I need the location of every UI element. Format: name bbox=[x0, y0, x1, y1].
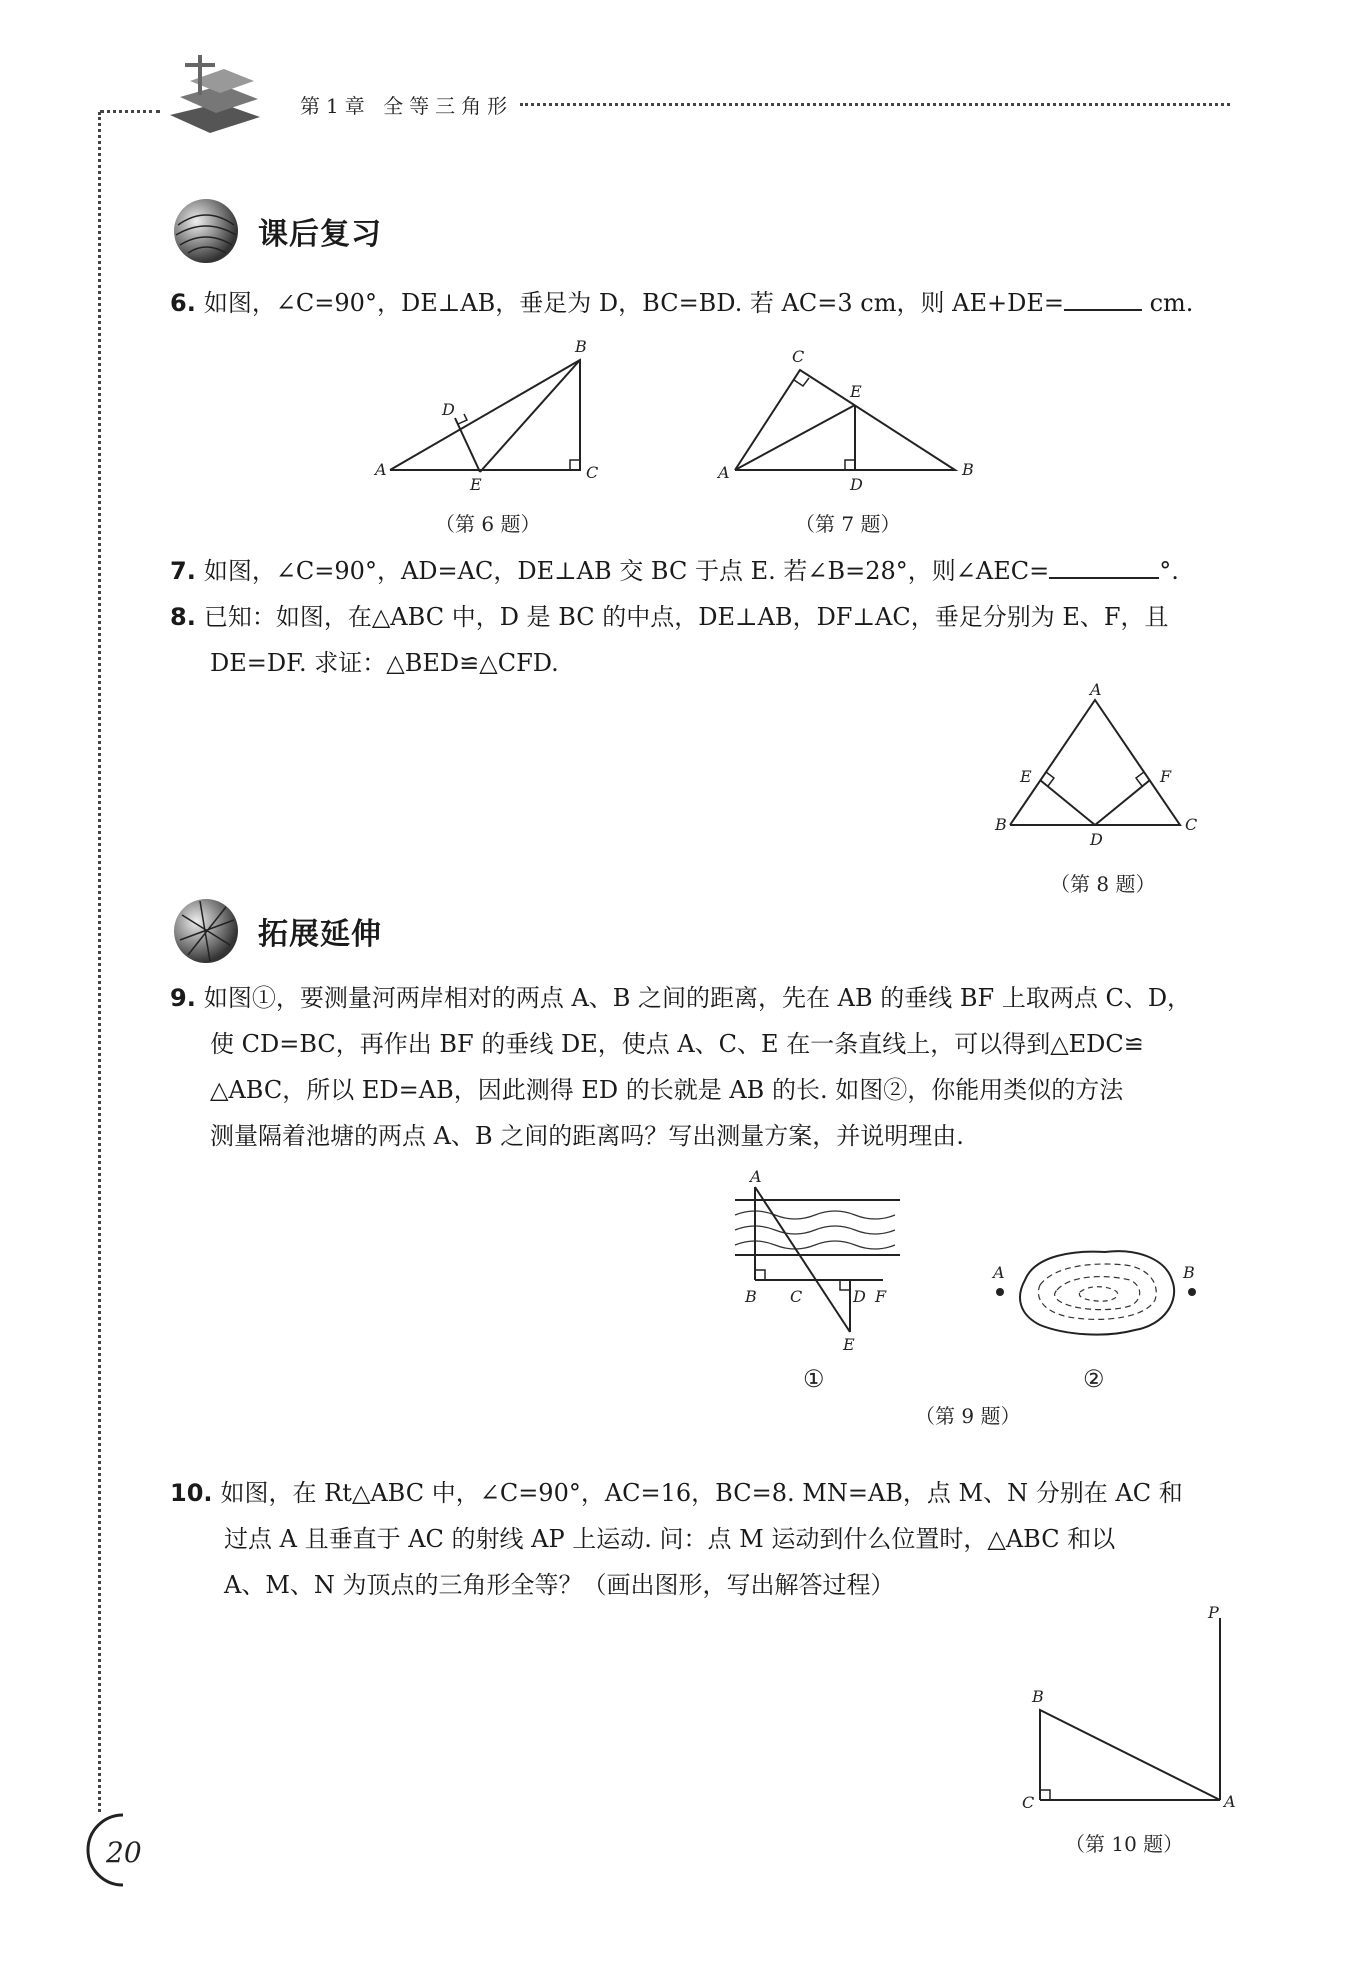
label-F: F bbox=[875, 1287, 887, 1306]
question-number: 10. bbox=[170, 1479, 213, 1507]
question-line: 过点 A 且垂直于 AC 的射线 AP 上运动. 问：点 M 运动到什么位置时，△ABC 和以 bbox=[224, 1525, 1116, 1553]
label-C: C bbox=[1185, 815, 1198, 834]
question-6 bbox=[170, 280, 1193, 326]
question-line: 如图，在 Rt△ABC 中，∠C=90°，AC=16，BC=8. MN=AB，点 M、N 分别在 AC 和 bbox=[220, 1479, 1183, 1507]
caption-fig8: （第 8 题） bbox=[1050, 872, 1156, 896]
section-review bbox=[170, 195, 382, 267]
question-line: 如图①，要测量河两岸相对的两点 A、B 之间的距离，先在 AB 的垂线 BF 上取两点 C、D， bbox=[203, 984, 1192, 1012]
caption-fig9-2: ② bbox=[1083, 1365, 1105, 1393]
label-E: E bbox=[850, 382, 862, 401]
label-C: C bbox=[586, 463, 599, 482]
answer-blank[interactable] bbox=[1049, 555, 1159, 579]
globe-icon bbox=[170, 195, 242, 267]
header-rule-left bbox=[100, 110, 160, 113]
figure-6 bbox=[370, 330, 610, 500]
label-D: D bbox=[442, 400, 455, 419]
question-number: 8. bbox=[170, 603, 196, 631]
header-rule bbox=[520, 103, 1230, 106]
label-C: C bbox=[792, 347, 805, 366]
page-number-badge bbox=[78, 1810, 158, 1890]
label-E: E bbox=[1020, 767, 1032, 786]
chapter-title: 第1章 全等三角形 bbox=[300, 94, 514, 118]
caption-fig6: （第 6 题） bbox=[435, 512, 541, 536]
question-number: 9. bbox=[170, 984, 196, 1012]
label-B: B bbox=[575, 337, 587, 356]
question-line: △ABC，所以 ED=AB，因此测得 ED 的长就是 AB 的长. 如图②，你能用类似的方法 bbox=[210, 1076, 1124, 1104]
label-A: A bbox=[718, 463, 730, 482]
question-number: 6. bbox=[170, 289, 196, 317]
question-text: 如图，∠C=90°，DE⊥AB，垂足为 D，BC=BD. 若 AC=3 cm，则 AE+DE= bbox=[203, 289, 1064, 317]
label-A: A bbox=[1090, 680, 1102, 699]
label-D: D bbox=[1090, 830, 1103, 849]
question-number: 7. bbox=[170, 557, 196, 585]
question-10 bbox=[170, 1470, 1183, 1608]
page-number: 20 bbox=[106, 1836, 142, 1869]
answer-blank[interactable] bbox=[1064, 287, 1142, 311]
question-9 bbox=[170, 975, 1191, 1159]
label-A: A bbox=[750, 1167, 762, 1186]
caption-fig7: （第 7 题） bbox=[795, 512, 901, 536]
label-A: A bbox=[375, 460, 387, 479]
figure-9-1 bbox=[725, 1165, 915, 1365]
figure-10 bbox=[1010, 1600, 1250, 1830]
question-line: 测量隔着池塘的两点 A、B 之间的距离吗？写出测量方案，并说明理由. bbox=[210, 1122, 964, 1150]
label-D: D bbox=[850, 475, 863, 494]
figure-9-2 bbox=[985, 1240, 1200, 1350]
globe-icon bbox=[170, 895, 242, 967]
figure-8 bbox=[990, 680, 1210, 850]
header-book-icon bbox=[160, 55, 270, 140]
question-line: DE=DF. 求证：△BED≌△CFD. bbox=[210, 649, 559, 677]
margin-rule bbox=[98, 112, 101, 1812]
label-B: B bbox=[745, 1287, 757, 1306]
question-line: 已知：如图，在△ABC 中，D 是 BC 的中点，DE⊥AB，DF⊥AC，垂足分别为 E、F，且 bbox=[203, 603, 1169, 631]
label-P: P bbox=[1208, 1603, 1219, 1622]
label-F: F bbox=[1160, 767, 1172, 786]
question-line: A、M、N 为顶点的三角形全等？（画出图形，写出解答过程） bbox=[224, 1571, 895, 1599]
question-text: 如图，∠C=90°，AD=AC，DE⊥AB 交 BC 于点 E. 若∠B=28°，则∠AEC= bbox=[203, 557, 1050, 585]
caption-fig10: （第 10 题） bbox=[1065, 1832, 1184, 1856]
label-E: E bbox=[843, 1335, 855, 1354]
question-unit: °. bbox=[1159, 557, 1179, 585]
question-7 bbox=[170, 548, 1179, 594]
question-unit: cm. bbox=[1149, 289, 1194, 317]
label-A: A bbox=[1224, 1792, 1236, 1811]
label-B: B bbox=[995, 815, 1007, 834]
caption-fig9-1: ① bbox=[803, 1365, 825, 1393]
label-E: E bbox=[470, 475, 482, 494]
label-B: B bbox=[962, 460, 974, 479]
section-title-review: 课后复习 bbox=[258, 217, 382, 252]
figure-7 bbox=[710, 340, 980, 500]
label-A: A bbox=[993, 1263, 1005, 1282]
label-B: B bbox=[1183, 1263, 1195, 1282]
label-C: C bbox=[790, 1287, 803, 1306]
section-title-extension: 拓展延伸 bbox=[258, 917, 382, 952]
caption-fig9: （第 9 题） bbox=[915, 1404, 1021, 1428]
section-extension bbox=[170, 895, 382, 967]
question-8 bbox=[170, 594, 1169, 686]
label-C: C bbox=[1022, 1793, 1035, 1812]
question-line: 使 CD=BC，再作出 BF 的垂线 DE，使点 A、C、E 在一条直线上，可以得到△EDC≌ bbox=[210, 1030, 1144, 1058]
label-B: B bbox=[1032, 1687, 1044, 1706]
label-D: D bbox=[853, 1287, 866, 1306]
